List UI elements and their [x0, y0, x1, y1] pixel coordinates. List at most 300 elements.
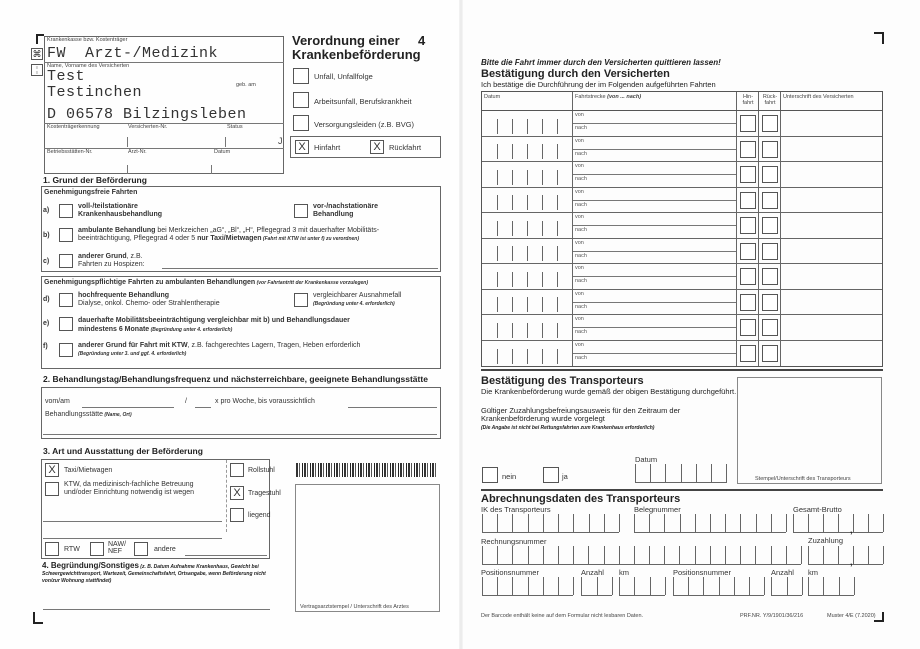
digit-separator	[619, 546, 620, 564]
trip-signature-field[interactable]	[781, 239, 884, 264]
digit-separator	[740, 514, 741, 532]
digit-separator	[528, 546, 529, 564]
liegend-checkbox[interactable]	[230, 508, 244, 522]
digit-separator	[734, 577, 735, 595]
rueckfahrt-checkbox[interactable]: X	[370, 140, 384, 154]
trip-rueckfahrt-checkbox[interactable]	[762, 166, 778, 183]
trip-route-field[interactable]	[573, 239, 737, 264]
barcode-2d	[296, 463, 438, 477]
digit-separator	[756, 514, 757, 532]
digit-separator	[558, 514, 559, 532]
digit-separator	[823, 546, 824, 564]
anzahl-label-1: Anzahl	[581, 568, 604, 577]
digit-separator	[573, 577, 574, 595]
anzahl-field-2[interactable]	[771, 578, 802, 596]
naw-nef-checkbox[interactable]	[90, 542, 104, 556]
digit-separator	[703, 577, 704, 595]
trip-hinfahrt-checkbox[interactable]	[740, 166, 756, 183]
trip-signature-field[interactable]	[781, 315, 884, 340]
trip-hinfahrt-checkbox[interactable]	[740, 141, 756, 158]
nach-label: nach	[575, 125, 587, 131]
trip-signature-field[interactable]	[781, 188, 884, 213]
col-rueckfahrt-header: Rück- fahrt	[762, 94, 778, 106]
per-week-label: x pro Woche, bis voraussichtlich	[215, 398, 315, 405]
barcode-note: Der Barcode enthält keine auf dem Formular nicht lesbaren Daten.	[481, 613, 644, 619]
andere-input-line[interactable]	[185, 555, 267, 556]
section-3-divider	[226, 460, 227, 532]
digit-separator	[764, 577, 765, 595]
option-a-label: voll-/teilstationäre Krankenhausbehandlung	[78, 203, 163, 218]
option-d2-checkbox[interactable]	[294, 293, 308, 307]
section-divider	[481, 489, 883, 491]
digit-separator	[808, 546, 809, 564]
digit-separator	[755, 546, 756, 564]
arbeitsunfall-checkbox[interactable]	[293, 92, 309, 108]
tragestuhl-checkbox[interactable]: X	[230, 486, 244, 500]
option-a-letter: a)	[43, 207, 50, 214]
trip-date-field[interactable]	[482, 264, 573, 289]
section-1-title: 1. Grund der Beförderung	[43, 175, 147, 185]
taxi-checkbox[interactable]: X	[45, 463, 59, 477]
vom-am-input-line[interactable]	[82, 407, 174, 408]
ktw-label: KTW, da medizinisch-fachliche Betreuung und/oder Einrichtung notwendig ist wegen	[64, 481, 194, 496]
trip-date-field[interactable]	[482, 341, 573, 367]
digit-separator	[854, 577, 855, 595]
insurer-label: Krankenkasse bzw. Kostenträger	[47, 37, 128, 43]
trip-row	[482, 111, 882, 137]
digit-separator	[787, 577, 788, 595]
von-label: von	[575, 188, 584, 195]
digit-separator	[823, 514, 824, 532]
hinfahrt-label: Hinfahrt	[314, 143, 341, 152]
trip-signature-field[interactable]	[781, 264, 884, 289]
trip-date-field[interactable]	[482, 188, 573, 213]
trip-rueckfahrt-checkbox[interactable]	[762, 243, 778, 260]
nach-label: nach	[575, 201, 587, 208]
digit-separator	[604, 546, 605, 564]
hospice-input-line[interactable]	[162, 268, 438, 269]
digit-separator	[823, 577, 824, 595]
option-d-letter: d)	[43, 296, 50, 303]
digit-separator	[838, 514, 839, 532]
digit-separator	[801, 546, 802, 564]
digit-separator	[543, 577, 544, 595]
option-b-checkbox[interactable]	[59, 228, 73, 242]
insured-confirmation-subtitle: Ich bestätige die Durchführung der im Folgenden aufgeführten Fahrten	[481, 80, 716, 89]
trip-signature-field[interactable]	[781, 213, 884, 238]
digit-separator	[619, 514, 620, 532]
trip-hinfahrt-checkbox[interactable]	[740, 192, 756, 209]
von-label: von	[575, 112, 584, 118]
digit-separator	[512, 514, 513, 532]
digit-separator	[808, 514, 809, 532]
tick	[127, 165, 128, 174]
digit-separator	[786, 546, 787, 564]
trip-row	[482, 239, 882, 265]
von-label: von	[575, 163, 584, 169]
rtw-label: RTW	[64, 546, 80, 553]
digit-separator	[740, 546, 741, 564]
trip-route-field[interactable]	[573, 341, 737, 367]
doctor-stamp-box[interactable]	[295, 484, 440, 612]
digit-separator	[695, 546, 696, 564]
doctor-stamp-label: Vertragsarztstempel / Unterschrift des Arztes	[300, 604, 409, 610]
von-label: von	[575, 316, 584, 322]
arzt-nr-label: Arzt-Nr.	[128, 149, 147, 155]
option-b-letter: b)	[43, 232, 50, 239]
option-d2-label: vergleichbarer Ausnahmefall (Begründung unter 4. erforderlich)	[313, 292, 402, 307]
option-c-letter: c)	[43, 258, 50, 265]
digit-separator	[710, 514, 711, 532]
trip-route-field[interactable]	[573, 162, 737, 187]
form-number: 4	[418, 33, 426, 48]
nein-label: nein	[502, 472, 517, 481]
digit-separator	[853, 546, 854, 564]
nach-label: nach	[575, 252, 587, 259]
tick	[211, 165, 212, 174]
versicherten-nr-label: Versicherten-Nr.	[128, 124, 168, 130]
digit-separator	[664, 514, 665, 532]
digit-separator	[634, 577, 635, 595]
exemption-ja-checkbox[interactable]	[543, 467, 559, 483]
digit-separator	[710, 546, 711, 564]
nach-label: nach	[575, 303, 587, 310]
digit-separator	[573, 514, 574, 532]
beleg-field[interactable]	[634, 515, 786, 533]
transporter-text-1: Die Krankenbeförderung wurde gemäß der obigen Bestätigung durchgeführt.	[481, 387, 737, 396]
hinfahrt-checkbox[interactable]: X	[295, 140, 309, 154]
trip-rueckfahrt-checkbox[interactable]	[762, 115, 778, 132]
until-input-line[interactable]	[348, 407, 437, 408]
trip-route-field[interactable]	[573, 188, 737, 213]
option-c-checkbox[interactable]	[59, 254, 73, 268]
nach-label: nach	[575, 227, 587, 233]
digit-separator	[725, 514, 726, 532]
trip-row	[482, 137, 882, 163]
digit-separator	[771, 577, 772, 595]
corner-mark-top-right	[874, 32, 884, 44]
digit-separator	[868, 514, 869, 532]
digit-separator	[619, 577, 620, 595]
brutto-field[interactable]	[793, 515, 883, 533]
trip-rueckfahrt-checkbox[interactable]	[762, 294, 778, 311]
andere-checkbox[interactable]	[134, 542, 148, 556]
slash-separator: /	[185, 398, 187, 405]
vom-am-label: vom/am	[45, 398, 70, 405]
nach-label: nach	[575, 278, 587, 284]
doc-mark-icon: ≡ ≡	[31, 64, 43, 76]
digit-separator	[497, 546, 498, 564]
betriebsstaetten-label: Betriebsstätten-Nr.	[47, 149, 93, 155]
trip-hinfahrt-checkbox[interactable]	[740, 115, 756, 132]
name-label: Name, Vorname des Versicherten	[47, 63, 130, 69]
trip-row	[482, 162, 882, 188]
digit-separator	[558, 546, 559, 564]
trip-rueckfahrt-checkbox[interactable]	[762, 268, 778, 285]
digit-separator	[497, 514, 498, 532]
digit-separator	[793, 514, 794, 532]
trip-signature-field[interactable]	[781, 162, 884, 187]
digit-separator	[838, 546, 839, 564]
trip-signature-field[interactable]	[781, 137, 884, 162]
trip-rueckfahrt-checkbox[interactable]	[762, 192, 778, 209]
trip-signature-field[interactable]	[781, 290, 884, 315]
von-label: von	[575, 265, 584, 271]
col-strecke-header: Fahrtstrecke (von ... nach)	[575, 94, 642, 100]
digit-separator	[802, 577, 803, 595]
von-label: von	[575, 341, 584, 348]
insured-confirmation-title: Bestätigung durch den Versicherten	[481, 68, 670, 80]
digit-separator	[573, 546, 574, 564]
trip-date-field[interactable]	[482, 315, 573, 340]
digit-separator	[482, 546, 483, 564]
digit-separator	[883, 514, 884, 532]
ktw-checkbox[interactable]	[45, 482, 59, 496]
digit-separator	[664, 546, 665, 564]
barcode-mark-icon: ⌘	[32, 49, 42, 59]
ktw-reason-line-1[interactable]	[43, 521, 222, 522]
zuzahlung-field[interactable]	[808, 547, 883, 565]
von-label: von	[575, 214, 584, 220]
tick	[127, 137, 128, 147]
option-e-label: dauerhafte Mobilitätsbeeinträchtigung vergleichbar mit b) und Behandlungsdauer mindestens 6 Monate (Begründung unter 4. erforderlich)	[78, 317, 350, 333]
section-3-title: 3. Art und Ausstattung der Beförderung	[43, 446, 203, 456]
digit-separator	[543, 546, 544, 564]
trip-row	[482, 188, 882, 214]
trip-date-field[interactable]	[482, 162, 573, 187]
site-input-line[interactable]	[43, 434, 437, 435]
tragestuhl-label: Tragestuhl	[248, 490, 281, 497]
option-e-checkbox[interactable]	[59, 317, 73, 331]
option-e-letter: e)	[43, 320, 50, 327]
digit-separator	[688, 577, 689, 595]
trip-date-field[interactable]	[482, 111, 573, 136]
reason-input-line[interactable]	[43, 609, 270, 610]
kostentraeger-label: Kostenträgerkennung	[47, 124, 100, 130]
trip-route-field[interactable]	[573, 264, 737, 289]
patient-first-name[interactable]: Testinchen	[47, 84, 143, 101]
site-label: Behandlungsstätte (Name, Ort)	[45, 411, 132, 418]
position-number-label-2: Positionsnummer	[673, 568, 731, 577]
frequency-input-line[interactable]	[195, 407, 211, 408]
andere-label: andere	[154, 546, 176, 553]
ik-label: IK des Transporteurs	[481, 505, 551, 514]
trip-rueckfahrt-checkbox[interactable]	[762, 141, 778, 158]
brutto-label: Gesamt-Brutto	[793, 505, 842, 514]
nach-label: nach	[575, 329, 587, 335]
option-a2-label: vor-/nachstationäre Behandlung	[313, 203, 378, 218]
digit-separator	[589, 514, 590, 532]
trip-route-field[interactable]	[573, 213, 737, 238]
digit-separator	[543, 514, 544, 532]
ktw-reason-line-2[interactable]	[43, 538, 222, 539]
patient-address[interactable]: D 06578 Bilzingsleben	[47, 106, 247, 123]
digit-separator	[482, 514, 483, 532]
trip-route-field[interactable]	[573, 137, 737, 162]
transporter-text-2: Gültiger Zuzahlungsbefreiungsausweis für den Zeitraum der Krankenbeförderung wurde vorgelegt	[481, 406, 681, 423]
trip-date-field[interactable]	[482, 290, 573, 315]
free-trips-heading: Genehmigungsfreie Fahrten	[44, 189, 138, 196]
digit-separator	[771, 546, 772, 564]
insurer-value[interactable]: FW Arzt-/Medizink	[47, 45, 219, 62]
option-c-label: anderer Grund, z.B. Fahrten zu Hospizen:	[78, 253, 145, 268]
decimal-comma: ,	[850, 525, 853, 535]
versorgungsleiden-checkbox[interactable]	[293, 115, 309, 131]
trips-table-header	[482, 92, 882, 111]
beleg-label: Belegnummer	[634, 505, 681, 514]
digit-separator	[665, 577, 666, 595]
transporter-stamp-box[interactable]	[737, 377, 882, 484]
form-title-line2: Krankenbeförderung	[292, 47, 421, 62]
nach-label: nach	[575, 176, 587, 182]
col-signature-header: Unterschrift des Versicherten	[783, 94, 854, 100]
rtw-checkbox[interactable]	[45, 542, 59, 556]
km-field-1[interactable]	[619, 578, 665, 596]
anzahl-field-1[interactable]	[581, 578, 612, 596]
unfall-checkbox[interactable]	[293, 68, 309, 84]
digit-separator	[650, 577, 651, 595]
trip-hinfahrt-checkbox[interactable]	[740, 294, 756, 311]
form-title-line1: Verordnung einer	[292, 33, 400, 48]
digit-separator	[649, 514, 650, 532]
option-f-label: anderer Grund für Fahrt mit KTW, z.B. fachgerechtes Lagern, Tragen, Heben erforderlich (Begründung unter 3. und ggf. 4. erforderlich)	[78, 342, 361, 357]
trip-rueckfahrt-checkbox[interactable]	[762, 217, 778, 234]
position-number-field-2[interactable]	[673, 578, 764, 596]
corner-mark-top-left	[36, 34, 44, 44]
digit-separator	[612, 577, 613, 595]
status-field-end: J	[278, 136, 283, 146]
date-label: Datum	[214, 149, 231, 155]
trip-row	[482, 341, 882, 367]
trip-rueckfahrt-checkbox[interactable]	[762, 345, 778, 362]
trip-hinfahrt-checkbox[interactable]	[740, 268, 756, 285]
nach-label: nach	[575, 354, 587, 361]
exemption-nein-checkbox[interactable]	[482, 467, 498, 483]
billing-title: Abrechnungsdaten des Transporteurs	[481, 493, 681, 505]
col-datum-header: Datum	[484, 94, 501, 100]
trip-rueckfahrt-checkbox[interactable]	[762, 319, 778, 336]
trip-row	[482, 213, 882, 239]
trip-signature-field[interactable]	[781, 341, 884, 367]
tick	[225, 137, 226, 147]
digit-separator	[528, 577, 529, 595]
rechnung-field[interactable]	[482, 547, 801, 565]
position-number-label-1: Positionsnummer	[481, 568, 539, 577]
digit-separator	[786, 514, 787, 532]
taxi-label: Taxi/Mietwagen	[64, 467, 113, 474]
col-hinfahrt-header: Hin- fahrt	[742, 94, 754, 106]
ja-label: ja	[562, 472, 568, 481]
digit-separator	[725, 546, 726, 564]
rueckfahrt-label: Rückfahrt	[389, 143, 422, 152]
page-fold	[459, 0, 463, 649]
km-field-2[interactable]	[808, 578, 854, 596]
option-a-checkbox[interactable]	[59, 204, 73, 218]
digit-separator	[719, 577, 720, 595]
digit-separator	[604, 514, 605, 532]
digit-separator	[497, 577, 498, 595]
prf-number: PRF.NR. Y/9/1901/36/216	[740, 613, 804, 619]
digit-separator	[597, 577, 598, 595]
transporter-note: (Die Angabe ist nicht bei Rettungsfahrten zum Krankenhaus erforderlich)	[481, 425, 655, 431]
digit-separator	[680, 514, 681, 532]
corner-mark-bottom-left	[33, 612, 43, 624]
von-label: von	[575, 137, 584, 144]
option-f-checkbox[interactable]	[59, 343, 73, 357]
form-version: Muster 4/E (7.2020)	[827, 613, 876, 619]
digit-separator	[528, 514, 529, 532]
notice-text: Bitte die Fahrt immer durch den Versicherten quittieren lassen!	[481, 58, 721, 67]
trip-date-field[interactable]	[482, 137, 573, 162]
digit-separator	[634, 514, 635, 532]
trip-row	[482, 315, 882, 341]
rollstuhl-checkbox[interactable]	[230, 463, 244, 477]
digit-separator	[883, 546, 884, 564]
trip-row	[482, 290, 882, 316]
ik-field[interactable]	[482, 515, 619, 533]
nach-label: nach	[575, 150, 587, 157]
trip-row	[482, 264, 882, 290]
option-f-letter: f)	[43, 343, 48, 350]
digit-separator	[695, 514, 696, 532]
section-divider	[481, 369, 883, 371]
naw-nef-label: NAW/ NEF	[108, 541, 127, 555]
digit-separator	[634, 546, 635, 564]
birthdate-label: geb. am	[236, 82, 256, 88]
trip-route-field[interactable]	[573, 290, 737, 315]
option-b-label: ambulante Behandlung bei Merkzeichen „aG“, „Bl“, „H“, Pflegegrad 3 mit dauerhafter Mobilitäts- beeinträchtigung, Pflegegrad 4 oder 5 nur Taxi/Mietwagen (Fahrt mit KTW ist unter f) zu verordnen)	[78, 227, 380, 242]
digit-separator	[649, 546, 650, 564]
von-label: von	[575, 239, 584, 246]
digit-separator	[679, 546, 680, 564]
anzahl-label-2: Anzahl	[771, 568, 794, 577]
digit-separator	[512, 577, 513, 595]
trip-hinfahrt-checkbox[interactable]	[740, 319, 756, 336]
trip-hinfahrt-checkbox[interactable]	[740, 243, 756, 260]
digit-separator	[839, 577, 840, 595]
rollstuhl-label: Rollstuhl	[248, 467, 275, 474]
digit-separator	[581, 577, 582, 595]
transport-date-label: Datum	[635, 455, 658, 464]
status-label: Status	[227, 124, 243, 130]
trip-hinfahrt-checkbox[interactable]	[740, 217, 756, 234]
transporter-stamp-label: Stempel/Unterschrift des Transporteurs	[755, 476, 851, 482]
digit-separator	[512, 546, 513, 564]
section-4-title: 4. Begründung/Sonstiges (z. B. Datum Aufnahme Krankenhaus, Gewicht bei Schwergewichttransport, Wartezeit, Gemeinschaftsfahrt, Ortsangabe, wenn Beförderung nicht von/zur Wohnung stattfindet)	[42, 561, 266, 584]
digit-separator	[588, 546, 589, 564]
option-a2-checkbox[interactable]	[294, 204, 308, 218]
section-2-title: 2. Behandlungstag/Behandlungsfrequenz und nächsterreichbare, geeignete Behandlungsstätte	[43, 374, 428, 384]
km-label-1: km	[619, 568, 629, 577]
digit-separator	[482, 577, 483, 595]
patient-last-name[interactable]: Test	[47, 68, 86, 85]
liegend-label: liegend	[248, 512, 271, 519]
trip-date-field[interactable]	[482, 239, 573, 264]
approval-trips-heading: Genehmigungspflichtige Fahrten zu ambulanten Behandlungen (vor Fahrtantritt der Krankenkasse vorzulegen)	[44, 279, 368, 286]
trip-hinfahrt-checkbox[interactable]	[740, 345, 756, 362]
transport-date-field[interactable]	[635, 465, 727, 483]
position-number-field-1[interactable]	[482, 578, 573, 596]
trip-signature-field[interactable]	[781, 111, 884, 136]
digit-separator	[558, 577, 559, 595]
trip-route-field[interactable]	[573, 315, 737, 340]
unfall-label: Unfall, Unfallfolge	[314, 72, 373, 81]
digit-separator	[749, 577, 750, 595]
option-d-checkbox[interactable]	[59, 293, 73, 307]
trips-table	[481, 91, 883, 367]
trip-route-field[interactable]	[573, 111, 737, 136]
trip-date-field[interactable]	[482, 213, 573, 238]
